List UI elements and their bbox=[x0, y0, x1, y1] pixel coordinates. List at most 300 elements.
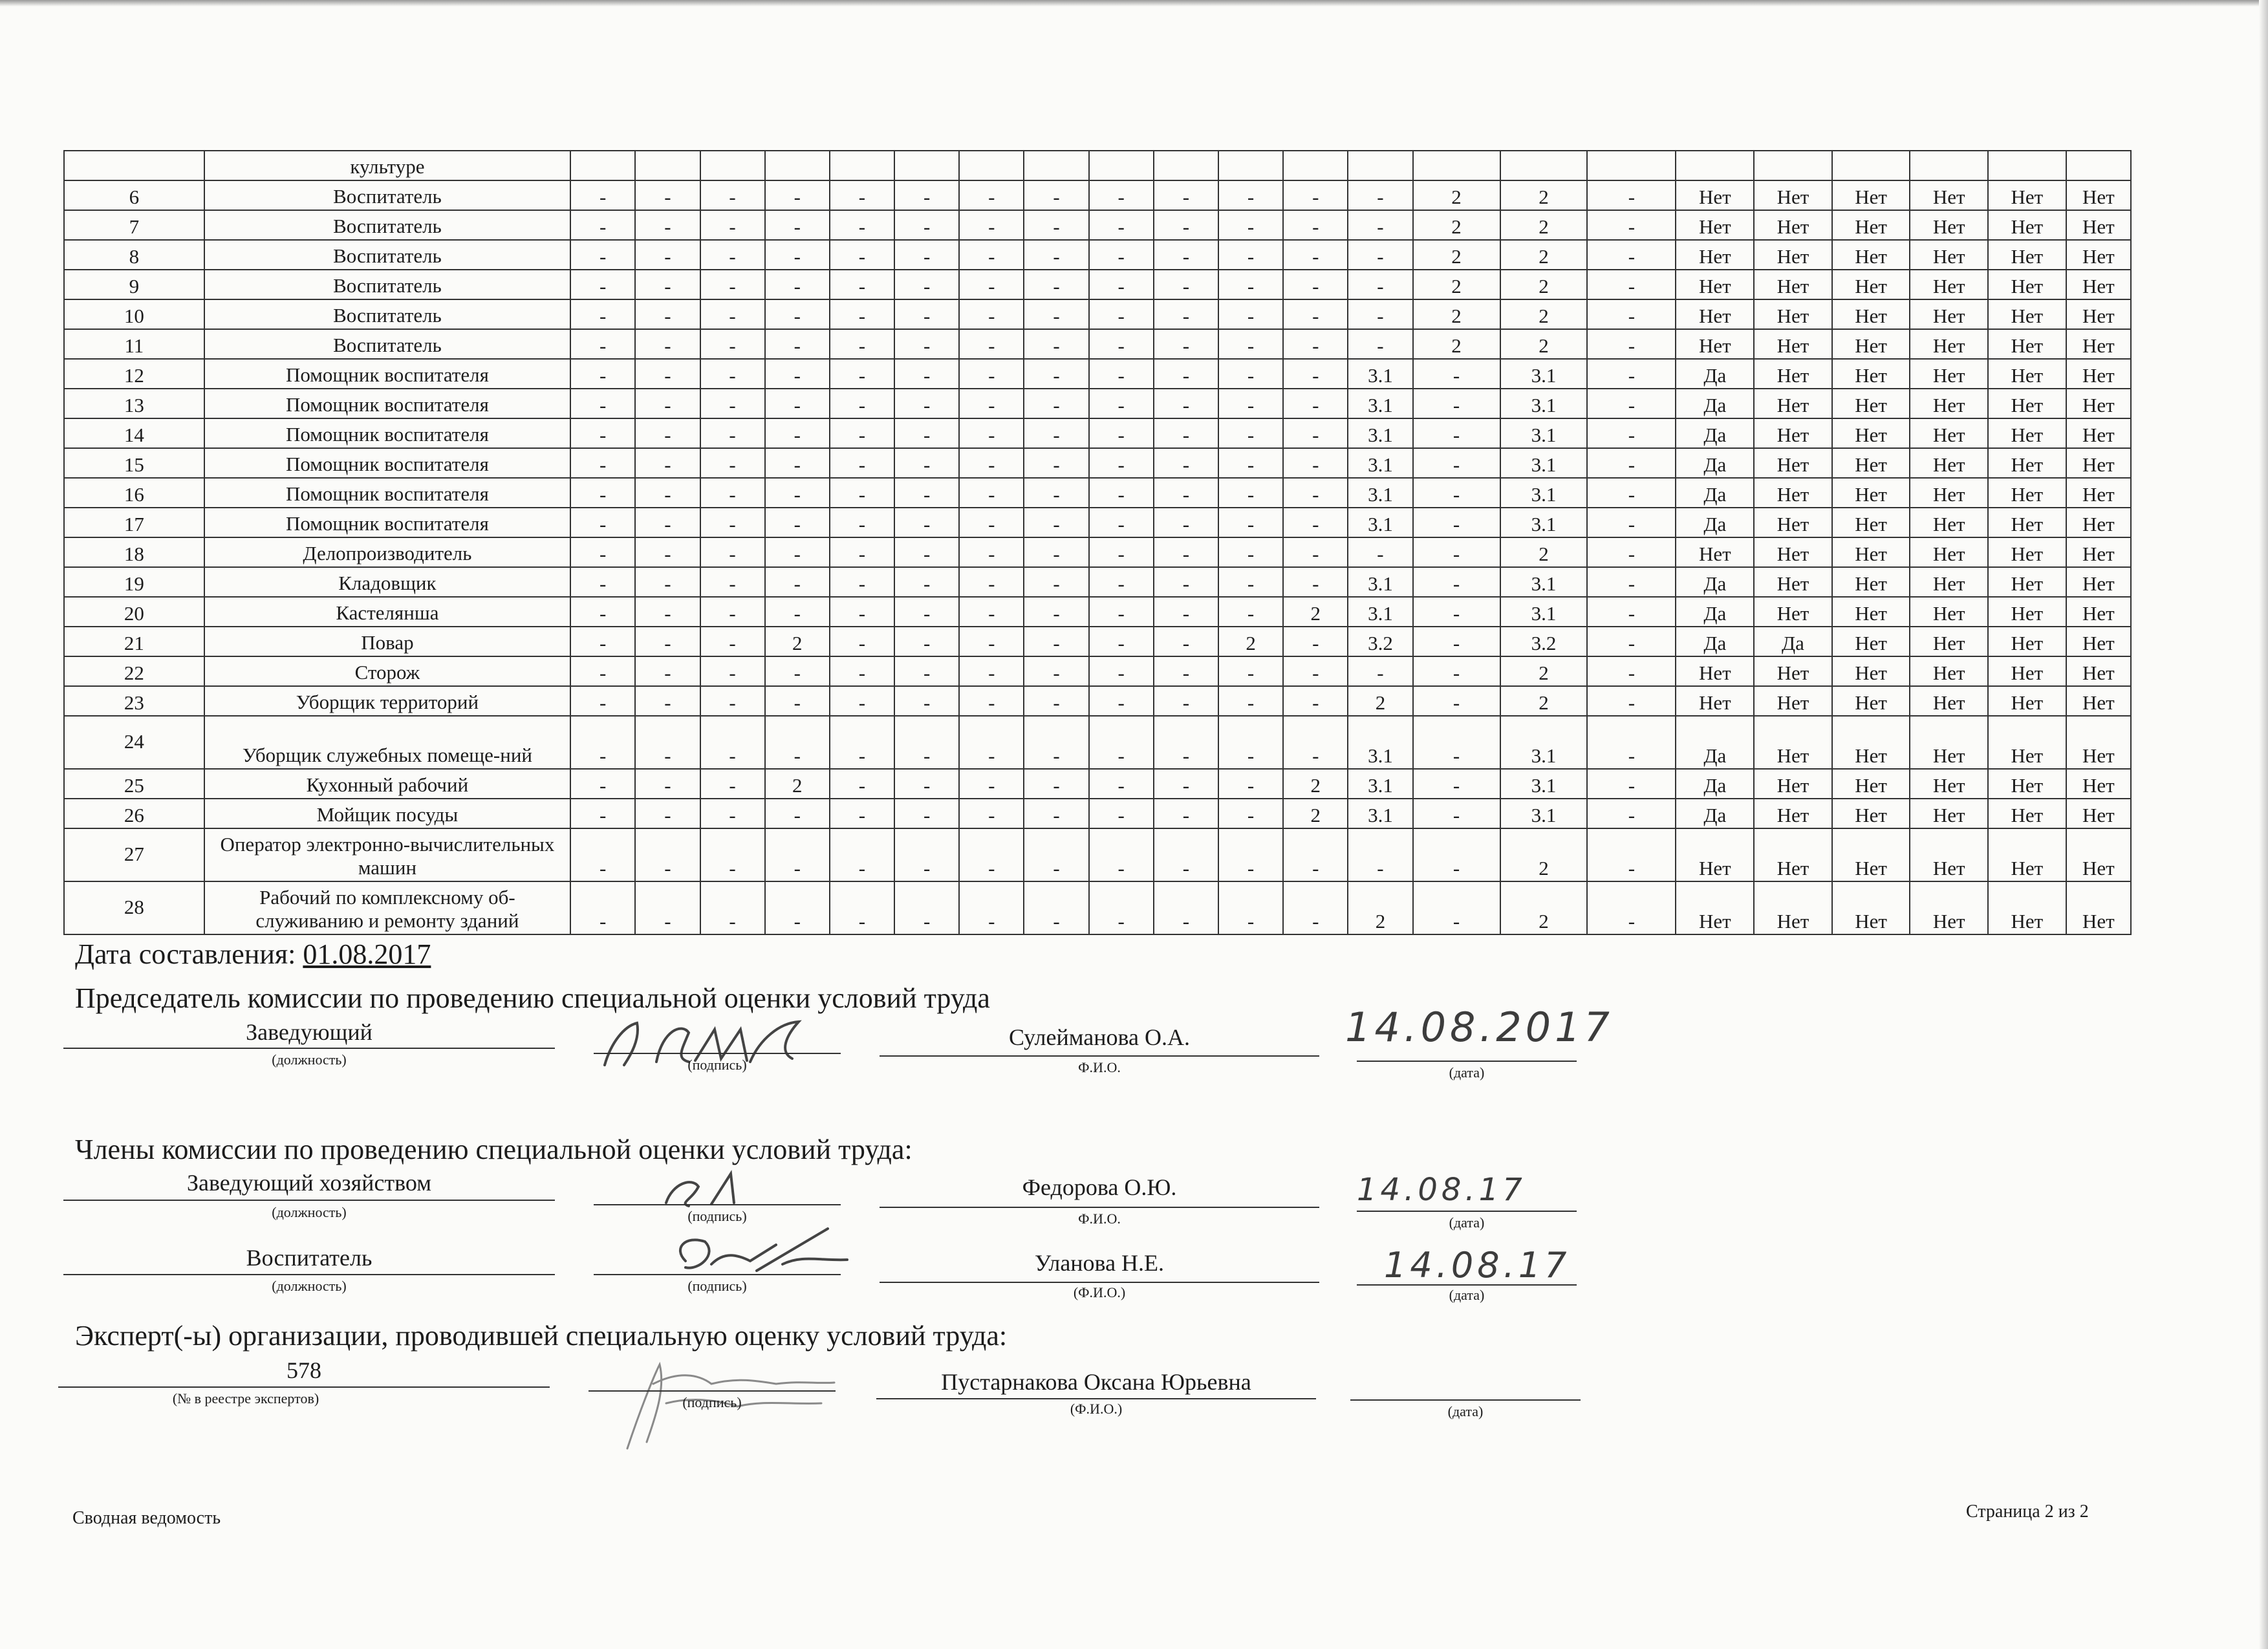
class-cell: - bbox=[830, 769, 894, 799]
yes-no-cell: Нет bbox=[1754, 359, 1832, 389]
row-number-cell: 13 bbox=[64, 389, 204, 418]
class-cell: - bbox=[765, 418, 830, 448]
class-cell: - bbox=[1587, 686, 1676, 716]
yes-no-cell: Нет bbox=[2066, 799, 2131, 828]
class-cell: - bbox=[1283, 508, 1348, 537]
class-cell: - bbox=[635, 567, 700, 597]
row-number-cell: 28 bbox=[64, 881, 204, 934]
class-cell: - bbox=[765, 180, 830, 210]
class-cell: - bbox=[1154, 359, 1218, 389]
class-cell: - bbox=[894, 716, 959, 769]
class-cell: - bbox=[570, 270, 635, 299]
row-number-cell: 15 bbox=[64, 448, 204, 478]
class-cell: - bbox=[570, 508, 635, 537]
class-cell: - bbox=[570, 329, 635, 359]
position-cell: Оператор электронно-вычислительных машин bbox=[204, 828, 570, 881]
class-cell: - bbox=[894, 180, 959, 210]
chair-date-line bbox=[1357, 1061, 1577, 1062]
class-cell: 3.1 bbox=[1500, 597, 1588, 627]
class-cell: - bbox=[830, 656, 894, 686]
yes-no-cell: Нет bbox=[1832, 537, 1910, 567]
class-cell: - bbox=[1348, 270, 1412, 299]
yes-no-cell: Нет bbox=[1988, 359, 2066, 389]
class-cell: - bbox=[765, 389, 830, 418]
class-cell: - bbox=[635, 537, 700, 567]
table-row bbox=[64, 329, 2131, 359]
class-cell: 3.1 bbox=[1348, 389, 1412, 418]
yes-no-cell: Нет bbox=[1754, 329, 1832, 359]
class-cell: - bbox=[700, 478, 765, 508]
member-date-handwritten: 14.08.17 bbox=[1357, 1172, 1526, 1208]
yes-no-cell: Нет bbox=[1832, 478, 1910, 508]
yes-no-cell: Нет bbox=[1832, 656, 1910, 686]
class-cell: - bbox=[959, 299, 1024, 329]
class-cell: - bbox=[1089, 656, 1154, 686]
row-number-cell bbox=[64, 151, 204, 180]
class-cell: - bbox=[830, 567, 894, 597]
class-cell: 3.1 bbox=[1348, 359, 1412, 389]
yes-no-cell: Нет bbox=[1988, 180, 2066, 210]
class-cell: 2 bbox=[1500, 686, 1588, 716]
class-cell: - bbox=[830, 329, 894, 359]
class-cell: - bbox=[1283, 881, 1348, 934]
class-cell: - bbox=[830, 716, 894, 769]
table-row bbox=[64, 769, 2131, 799]
class-cell: - bbox=[570, 716, 635, 769]
yes-no-cell: Нет bbox=[1676, 881, 1754, 934]
class-cell: - bbox=[1024, 210, 1088, 240]
class-cell: - bbox=[1587, 799, 1676, 828]
yes-no-cell: Нет bbox=[2066, 656, 2131, 686]
class-cell: - bbox=[1218, 240, 1283, 270]
table-row bbox=[64, 270, 2131, 299]
class-cell: - bbox=[570, 299, 635, 329]
position-cell: Воспитатель bbox=[204, 180, 570, 210]
class-cell: 2 bbox=[1413, 180, 1500, 210]
class-cell: - bbox=[1283, 537, 1348, 567]
yes-no-cell: Нет bbox=[1910, 627, 1988, 656]
expert-registry-label: (№ в реестре экспертов) bbox=[172, 1390, 319, 1406]
class-cell: - bbox=[1413, 716, 1500, 769]
position-cell: Сторож bbox=[204, 656, 570, 686]
class-cell: - bbox=[570, 627, 635, 656]
class-cell: - bbox=[1089, 478, 1154, 508]
class-cell: - bbox=[765, 270, 830, 299]
member-position-label: (должность) bbox=[272, 1204, 347, 1220]
class-cell: - bbox=[765, 359, 830, 389]
yes-no-cell: Нет bbox=[1988, 828, 2066, 881]
class-cell: - bbox=[894, 567, 959, 597]
class-cell: - bbox=[1024, 299, 1088, 329]
class-cell: - bbox=[570, 799, 635, 828]
class-cell: - bbox=[700, 686, 765, 716]
class-cell: - bbox=[635, 799, 700, 828]
class-cell: - bbox=[700, 597, 765, 627]
class-cell: - bbox=[1089, 448, 1154, 478]
class-cell: - bbox=[959, 270, 1024, 299]
expert-date-line bbox=[1350, 1399, 1581, 1401]
yes-no-cell: Нет bbox=[1832, 881, 1910, 934]
class-cell: - bbox=[700, 508, 765, 537]
class-cell: - bbox=[570, 359, 635, 389]
row-number-cell: 26 bbox=[64, 799, 204, 828]
yes-no-cell: Нет bbox=[1988, 270, 2066, 299]
class-cell: 3.1 bbox=[1500, 478, 1588, 508]
class-cell: 3.1 bbox=[1500, 389, 1588, 418]
class-cell: - bbox=[1587, 716, 1676, 769]
class-cell: - bbox=[830, 627, 894, 656]
class-cell: - bbox=[635, 359, 700, 389]
class-cell: - bbox=[765, 210, 830, 240]
class-cell: - bbox=[700, 180, 765, 210]
class-cell: - bbox=[1024, 881, 1088, 934]
yes-no-cell: Нет bbox=[1910, 299, 1988, 329]
class-cell: - bbox=[570, 881, 635, 934]
class-cell: - bbox=[1218, 478, 1283, 508]
chair-position-label: (должность) bbox=[272, 1051, 347, 1068]
yes-no-cell: Нет bbox=[1988, 769, 2066, 799]
yes-no-cell: Да bbox=[1676, 597, 1754, 627]
member-name-label: (Ф.И.О.) bbox=[1073, 1284, 1126, 1300]
table-row bbox=[64, 881, 2131, 934]
yes-no-cell: Нет bbox=[1988, 478, 2066, 508]
yes-no-cell: Да bbox=[1676, 627, 1754, 656]
class-cell: - bbox=[635, 716, 700, 769]
class-cell: - bbox=[1024, 686, 1088, 716]
class-cell: - bbox=[1024, 448, 1088, 478]
class-cell: - bbox=[1024, 716, 1088, 769]
yes-no-cell: Нет bbox=[2066, 881, 2131, 934]
class-cell: - bbox=[1283, 656, 1348, 686]
row-number-cell: 22 bbox=[64, 656, 204, 686]
class-cell: 2 bbox=[1283, 799, 1348, 828]
member-signature-label: (подпись) bbox=[687, 1208, 747, 1224]
yes-no-cell: Нет bbox=[1910, 799, 1988, 828]
member-date-label: (дата) bbox=[1449, 1214, 1485, 1231]
class-cell: - bbox=[1089, 389, 1154, 418]
class-cell: - bbox=[1283, 478, 1348, 508]
yes-no-cell: Нет bbox=[1676, 210, 1754, 240]
summary-table bbox=[63, 150, 2132, 935]
yes-no-cell: Да bbox=[1754, 627, 1832, 656]
compile-date-value: 01.08.2017 bbox=[303, 938, 431, 970]
chair-date-handwritten: 14.08.2017 bbox=[1345, 1004, 1614, 1051]
class-cell: 2 bbox=[1500, 537, 1588, 567]
class-cell: - bbox=[1587, 828, 1676, 881]
yes-no-cell: Нет bbox=[1910, 828, 1988, 881]
class-cell: 3.1 bbox=[1500, 359, 1588, 389]
table-row bbox=[64, 567, 2131, 597]
yes-no-cell: Нет bbox=[1988, 210, 2066, 240]
position-cell: Кладовщик bbox=[204, 567, 570, 597]
position-cell: Уборщик территорий bbox=[204, 686, 570, 716]
yes-no-cell: Нет bbox=[1988, 240, 2066, 270]
yes-no-cell: Нет bbox=[1910, 537, 1988, 567]
class-cell: - bbox=[959, 389, 1024, 418]
class-cell: 3.1 bbox=[1348, 508, 1412, 537]
class-cell: - bbox=[1348, 329, 1412, 359]
class-cell: - bbox=[1024, 597, 1088, 627]
class-cell: 2 bbox=[1413, 270, 1500, 299]
table-row bbox=[64, 418, 2131, 448]
class-cell: - bbox=[765, 799, 830, 828]
yes-no-cell: Нет bbox=[2066, 329, 2131, 359]
class-cell: 2 bbox=[765, 769, 830, 799]
class-cell: - bbox=[1413, 448, 1500, 478]
scan-edge bbox=[0, 0, 2268, 6]
yes-no-cell: Нет bbox=[1988, 567, 2066, 597]
class-cell: - bbox=[1154, 769, 1218, 799]
class-cell: - bbox=[1587, 627, 1676, 656]
class-cell: - bbox=[1218, 656, 1283, 686]
scan-edge bbox=[2259, 0, 2268, 1649]
class-cell: 2 bbox=[1283, 597, 1348, 627]
class-cell: 2 bbox=[1413, 240, 1500, 270]
class-cell: - bbox=[1089, 769, 1154, 799]
class-cell: - bbox=[570, 180, 635, 210]
class-cell: 3.1 bbox=[1500, 448, 1588, 478]
class-cell: - bbox=[765, 716, 830, 769]
class-cell: - bbox=[570, 448, 635, 478]
class-cell: - bbox=[959, 210, 1024, 240]
class-cell: - bbox=[959, 627, 1024, 656]
class-cell: - bbox=[1587, 299, 1676, 329]
class-cell: - bbox=[570, 686, 635, 716]
yes-no-cell: Нет bbox=[2066, 240, 2131, 270]
class-cell: 2 bbox=[765, 627, 830, 656]
class-cell: 2 bbox=[1218, 627, 1283, 656]
yes-no-cell: Нет bbox=[1754, 508, 1832, 537]
class-cell: - bbox=[1154, 567, 1218, 597]
class-cell: - bbox=[635, 299, 700, 329]
yes-no-cell: Нет bbox=[1832, 418, 1910, 448]
yes-no-cell: Нет bbox=[1910, 210, 1988, 240]
yes-no-cell: Нет bbox=[1832, 769, 1910, 799]
class-cell: - bbox=[700, 270, 765, 299]
class-cell: - bbox=[1089, 418, 1154, 448]
class-cell: - bbox=[830, 270, 894, 299]
class-cell: - bbox=[894, 828, 959, 881]
chair-name-label: Ф.И.О. bbox=[1078, 1059, 1121, 1075]
class-cell: - bbox=[894, 389, 959, 418]
class-cell: - bbox=[1154, 180, 1218, 210]
class-cell: - bbox=[830, 686, 894, 716]
class-cell: - bbox=[1348, 180, 1412, 210]
class-cell: - bbox=[1348, 240, 1412, 270]
class-cell: - bbox=[1587, 270, 1676, 299]
table-row bbox=[64, 597, 2131, 627]
class-cell: - bbox=[1587, 418, 1676, 448]
class-cell: 3.1 bbox=[1348, 448, 1412, 478]
class-cell: - bbox=[1154, 448, 1218, 478]
class-cell: - bbox=[1089, 686, 1154, 716]
yes-no-cell: Нет bbox=[1754, 448, 1832, 478]
row-number-cell: 6 bbox=[64, 180, 204, 210]
yes-no-cell: Нет bbox=[2066, 448, 2131, 478]
class-cell: - bbox=[1218, 418, 1283, 448]
position-cell: Кастелянша bbox=[204, 597, 570, 627]
class-cell: - bbox=[700, 537, 765, 567]
class-cell: - bbox=[1024, 828, 1088, 881]
class-cell: - bbox=[1024, 799, 1088, 828]
yes-no-cell: Нет bbox=[1988, 686, 2066, 716]
yes-no-cell: Нет bbox=[1754, 567, 1832, 597]
class-cell: - bbox=[1218, 508, 1283, 537]
class-cell: - bbox=[1024, 180, 1088, 210]
class-cell: - bbox=[1283, 270, 1348, 299]
class-cell: - bbox=[1089, 180, 1154, 210]
class-cell: 3.1 bbox=[1348, 716, 1412, 769]
class-cell: 2 bbox=[1283, 769, 1348, 799]
class-cell: - bbox=[700, 799, 765, 828]
class-cell: - bbox=[830, 881, 894, 934]
class-cell: - bbox=[959, 180, 1024, 210]
class-cell: - bbox=[700, 567, 765, 597]
class-cell: - bbox=[1089, 329, 1154, 359]
class-cell: - bbox=[570, 210, 635, 240]
yes-no-cell: Нет bbox=[2066, 359, 2131, 389]
class-cell: - bbox=[1154, 537, 1218, 567]
class-cell: - bbox=[959, 537, 1024, 567]
position-cell: Воспитатель bbox=[204, 299, 570, 329]
class-cell: - bbox=[1413, 418, 1500, 448]
class-cell: - bbox=[1218, 359, 1283, 389]
class-cell: - bbox=[959, 828, 1024, 881]
position-cell: Помощник воспитателя bbox=[204, 478, 570, 508]
class-cell: - bbox=[959, 656, 1024, 686]
expert-name-line bbox=[876, 1398, 1316, 1399]
row-number-cell: 20 bbox=[64, 597, 204, 627]
class-cell: 2 bbox=[1500, 881, 1588, 934]
class-cell: - bbox=[700, 389, 765, 418]
class-cell: - bbox=[1218, 881, 1283, 934]
table-row bbox=[64, 627, 2131, 656]
yes-no-cell: Нет bbox=[1754, 799, 1832, 828]
class-cell: - bbox=[959, 240, 1024, 270]
footer-page-number: Страница 2 из 2 bbox=[1966, 1502, 2089, 1522]
class-cell: - bbox=[959, 478, 1024, 508]
class-cell: - bbox=[1154, 240, 1218, 270]
yes-no-cell: Нет bbox=[1910, 418, 1988, 448]
class-cell: - bbox=[570, 389, 635, 418]
class-cell: 3.1 bbox=[1348, 799, 1412, 828]
yes-no-cell: Нет bbox=[1754, 537, 1832, 567]
class-cell: - bbox=[1413, 359, 1500, 389]
class-cell: - bbox=[830, 508, 894, 537]
class-cell: - bbox=[1089, 210, 1154, 240]
class-cell: - bbox=[635, 656, 700, 686]
class-cell: - bbox=[1587, 567, 1676, 597]
yes-no-cell: Нет bbox=[2066, 270, 2131, 299]
position-cell: Воспитатель bbox=[204, 329, 570, 359]
yes-no-cell: Нет bbox=[1910, 881, 1988, 934]
class-cell: - bbox=[830, 828, 894, 881]
member-signature bbox=[660, 1216, 867, 1287]
yes-no-cell: Нет bbox=[1832, 270, 1910, 299]
class-cell: - bbox=[765, 828, 830, 881]
class-cell: - bbox=[959, 686, 1024, 716]
class-cell: - bbox=[830, 597, 894, 627]
class-cell: - bbox=[830, 478, 894, 508]
class-cell: - bbox=[1283, 716, 1348, 769]
class-cell: - bbox=[570, 537, 635, 567]
yes-no-cell: Да bbox=[1676, 769, 1754, 799]
yes-no-cell: Нет bbox=[2066, 567, 2131, 597]
yes-no-cell: Да bbox=[1676, 567, 1754, 597]
class-cell: - bbox=[894, 478, 959, 508]
class-cell: - bbox=[1154, 799, 1218, 828]
position-cell: Мойщик посуды bbox=[204, 799, 570, 828]
position-cell: Помощник воспитателя bbox=[204, 389, 570, 418]
class-cell: - bbox=[1348, 828, 1412, 881]
member-signature-label: (подпись) bbox=[687, 1278, 747, 1294]
class-cell: - bbox=[959, 769, 1024, 799]
class-cell: 3.1 bbox=[1500, 769, 1588, 799]
class-cell: - bbox=[700, 656, 765, 686]
class-cell: - bbox=[1024, 656, 1088, 686]
class-cell: 2 bbox=[1413, 299, 1500, 329]
class-cell: - bbox=[570, 567, 635, 597]
class-cell: 3.1 bbox=[1348, 418, 1412, 448]
class-cell: - bbox=[1283, 686, 1348, 716]
class-cell: - bbox=[1154, 299, 1218, 329]
yes-no-cell: Нет bbox=[1832, 686, 1910, 716]
member-name-line bbox=[880, 1207, 1319, 1208]
class-cell: 3.1 bbox=[1500, 508, 1588, 537]
class-cell: - bbox=[959, 597, 1024, 627]
class-cell: - bbox=[700, 329, 765, 359]
class-cell: - bbox=[1283, 828, 1348, 881]
class-cell: - bbox=[1024, 240, 1088, 270]
row-number-cell: 25 bbox=[64, 769, 204, 799]
class-cell: - bbox=[635, 180, 700, 210]
class-cell: - bbox=[700, 210, 765, 240]
table-row bbox=[64, 448, 2131, 478]
yes-no-cell: Нет bbox=[1832, 448, 1910, 478]
yes-no-cell: Нет bbox=[1910, 716, 1988, 769]
chair-name-line bbox=[880, 1055, 1319, 1057]
class-cell: - bbox=[700, 828, 765, 881]
class-cell: - bbox=[959, 448, 1024, 478]
class-cell: - bbox=[1154, 389, 1218, 418]
class-cell: - bbox=[765, 508, 830, 537]
class-cell: - bbox=[1587, 329, 1676, 359]
class-cell: 3.1 bbox=[1348, 597, 1412, 627]
class-cell: 2 bbox=[1348, 881, 1412, 934]
yes-no-cell: Нет bbox=[1910, 448, 1988, 478]
position-cell: Воспитатель bbox=[204, 210, 570, 240]
table-row bbox=[64, 799, 2131, 828]
class-cell: - bbox=[1348, 299, 1412, 329]
class-cell: - bbox=[894, 299, 959, 329]
class-cell: - bbox=[700, 627, 765, 656]
class-cell: - bbox=[959, 881, 1024, 934]
class-cell: - bbox=[1218, 389, 1283, 418]
yes-no-cell: Нет bbox=[2066, 210, 2131, 240]
yes-no-cell: Нет bbox=[1754, 210, 1832, 240]
class-cell: 2 bbox=[1500, 210, 1588, 240]
table-row bbox=[64, 210, 2131, 240]
class-cell: - bbox=[1587, 769, 1676, 799]
class-cell: - bbox=[894, 270, 959, 299]
yes-no-cell: Нет bbox=[1676, 828, 1754, 881]
chair-signature-label: (подпись) bbox=[687, 1057, 747, 1073]
class-cell: - bbox=[1218, 210, 1283, 240]
row-number-cell: 18 bbox=[64, 537, 204, 567]
class-cell: - bbox=[1089, 627, 1154, 656]
class-cell: - bbox=[894, 537, 959, 567]
position-cell: Делопроизводитель bbox=[204, 537, 570, 567]
